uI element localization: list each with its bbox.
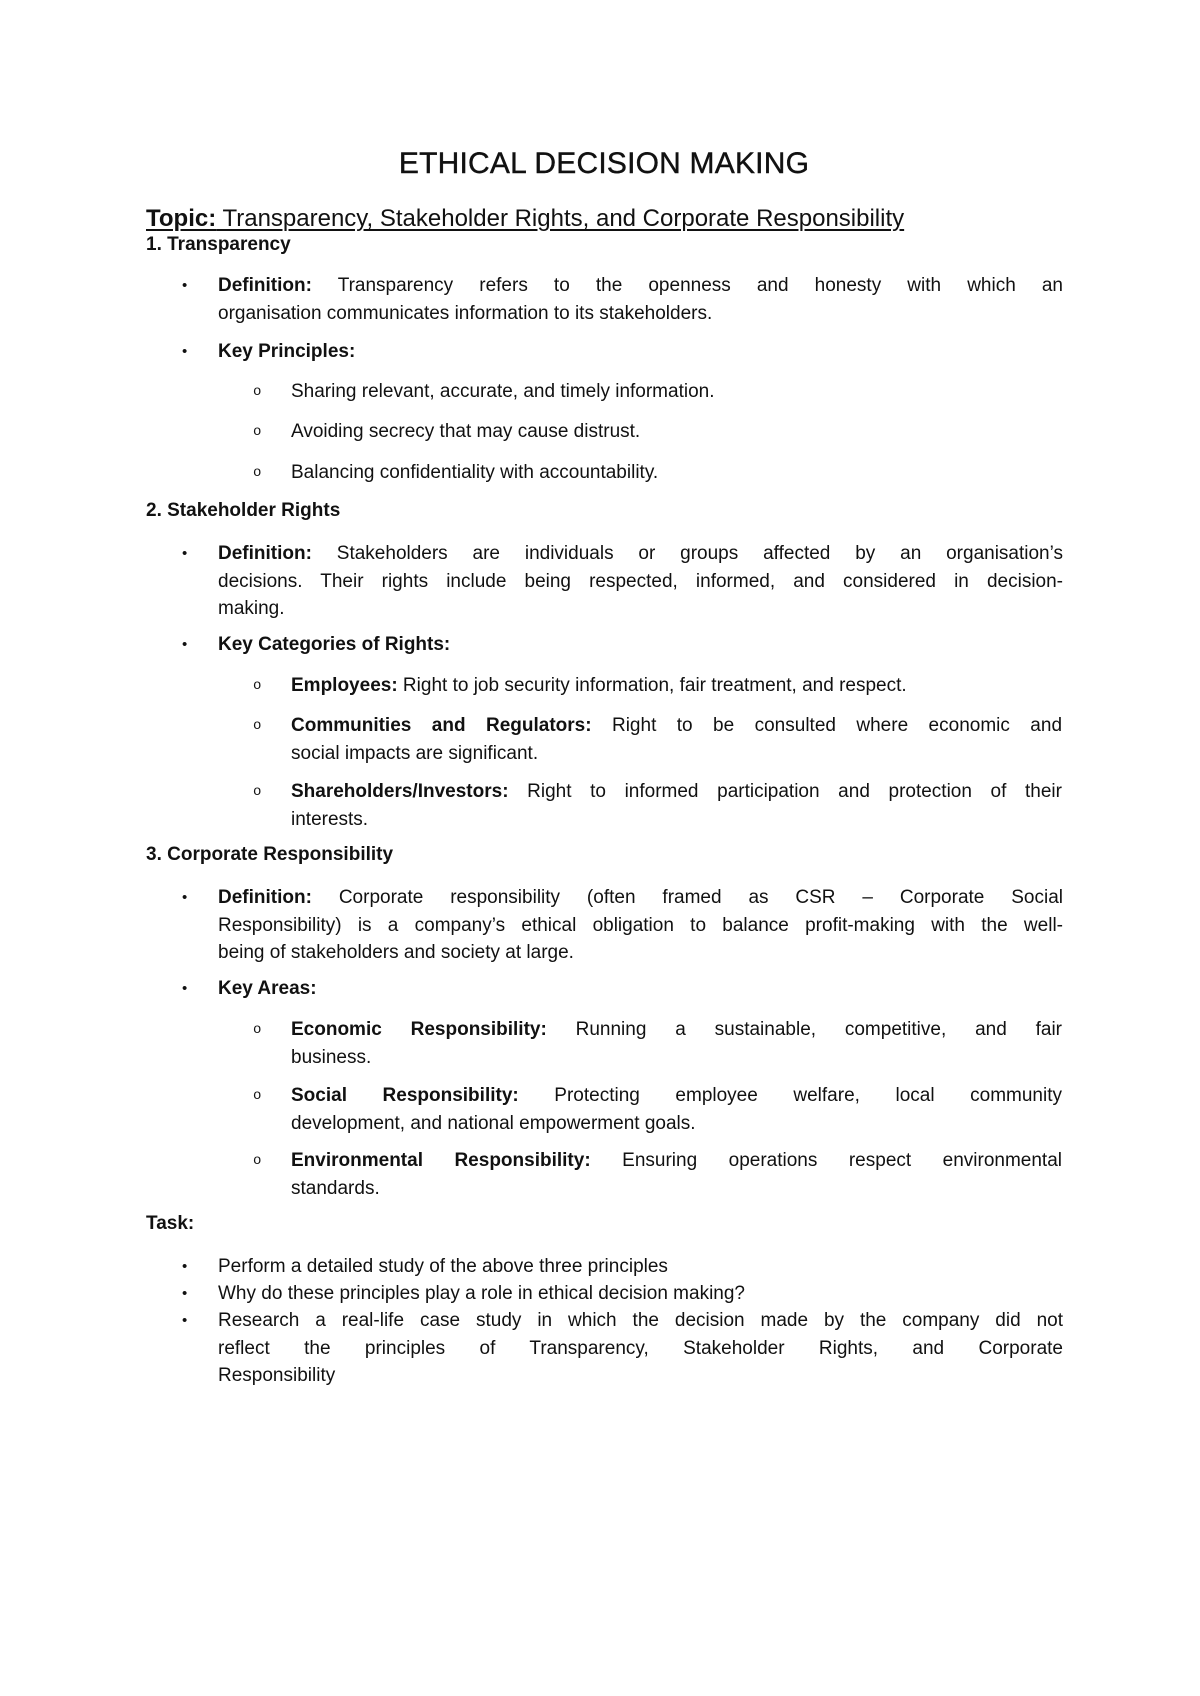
list-item-text: Protecting employee welfare, local community	[518, 1085, 1062, 1106]
list-item-text: development, and national empowerment goals.	[291, 1112, 696, 1134]
sub-bullet-icon: o	[253, 718, 262, 734]
list-item-text: Running a sustainable, competitive, and fair	[546, 1019, 1062, 1040]
list-item-text: social impacts are significant.	[291, 742, 539, 764]
definition-label: Definition:	[218, 543, 312, 564]
definition-text: Responsibility) is a company’s ethical obligation to balance profit-making with the well-	[218, 914, 1063, 936]
definition-text: Stakeholders are individuals or groups affected by an organisation’s	[311, 543, 1063, 564]
list-item-label: Shareholders/Investors:	[291, 781, 509, 802]
document-title: ETHICAL DECISION MAKING	[398, 147, 810, 180]
topic-label: Topic:	[146, 205, 217, 232]
definition-text: Corporate responsibility (often framed as CSR – Corporate Social	[311, 887, 1063, 908]
list-item-text: Balancing confidentiality with accountability.	[291, 462, 659, 483]
key-principles-label: Key Principles:	[218, 341, 356, 362]
bullet-icon: •	[182, 1285, 188, 1302]
definition-label: Definition:	[218, 887, 312, 908]
list-item-text: business.	[291, 1046, 372, 1068]
list-item-text: Ensuring operations respect environmental	[590, 1150, 1063, 1171]
list-item-label: Communities and Regulators:	[291, 715, 592, 736]
task-item-text: Responsibility	[218, 1365, 336, 1386]
key-areas-label: Key Areas:	[218, 978, 317, 999]
bullet-icon: •	[182, 980, 188, 997]
bullet-icon: •	[182, 636, 188, 653]
bullet-icon: •	[182, 545, 188, 562]
sub-bullet-icon: o	[253, 678, 262, 694]
sub-bullet-icon: o	[253, 1088, 262, 1104]
list-item-label: Social Responsibility:	[291, 1085, 519, 1106]
list-item-text: standards.	[291, 1177, 380, 1199]
list-item-text: Right to job security information, fair treatment, and respect.	[397, 675, 907, 696]
task-item-text: Research a real-life case study in which the decision made by the company did not	[218, 1310, 1063, 1331]
list-item-text: Right to informed participation and protection of their	[508, 781, 1062, 802]
section-heading-corporate-responsibility: 3. Corporate Responsibility	[146, 844, 394, 865]
section-heading-stakeholder-rights: 2. Stakeholder Rights	[146, 500, 341, 521]
bullet-icon: •	[182, 889, 188, 906]
list-item-label: Economic Responsibility:	[291, 1019, 547, 1040]
definition-text: being of stakeholders and society at large.	[218, 942, 574, 963]
bullet-icon: •	[182, 1312, 188, 1329]
topic-text: Transparency, Stakeholder Rights, and Corporate Responsibility	[216, 205, 905, 232]
sub-bullet-icon: o	[253, 1022, 262, 1038]
list-item-label: Employees:	[291, 675, 398, 696]
bullet-icon: •	[182, 277, 188, 294]
definition-text: making.	[218, 598, 285, 619]
definition-text: Transparency refers to the openness and honesty with which an	[311, 275, 1063, 296]
list-item-text: Sharing relevant, accurate, and timely information.	[291, 381, 715, 402]
sub-bullet-icon: o	[253, 465, 262, 481]
task-item-text: reflect the principles of Transparency, Stakeholder Rights, and Corporate	[218, 1337, 1063, 1359]
bullet-icon: •	[182, 1258, 188, 1275]
list-item-text: interests.	[291, 808, 369, 830]
definition-text: organisation communicates information to its stakeholders.	[218, 302, 713, 324]
sub-bullet-icon: o	[253, 424, 262, 440]
sub-bullet-icon: o	[253, 384, 262, 400]
bullet-icon: •	[182, 343, 188, 360]
list-item-label: Environmental Responsibility:	[291, 1150, 591, 1171]
definition-label: Definition:	[218, 275, 312, 296]
sub-bullet-icon: o	[253, 1153, 262, 1169]
task-heading: Task:	[146, 1213, 195, 1234]
section-heading-transparency: 1. Transparency	[146, 234, 291, 255]
list-item-text: Right to be consulted where economic and	[591, 715, 1063, 736]
key-categories-label: Key Categories of Rights:	[218, 634, 451, 655]
definition-text: decisions. Their rights include being respected, informed, and considered in decision-	[218, 570, 1063, 592]
list-item-text: Avoiding secrecy that may cause distrust.	[291, 421, 641, 442]
sub-bullet-icon: o	[253, 784, 262, 800]
topic-line	[146, 205, 904, 233]
task-item-text: Why do these principles play a role in ethical decision making?	[218, 1283, 745, 1304]
task-item-text: Perform a detailed study of the above three principles	[218, 1256, 668, 1277]
